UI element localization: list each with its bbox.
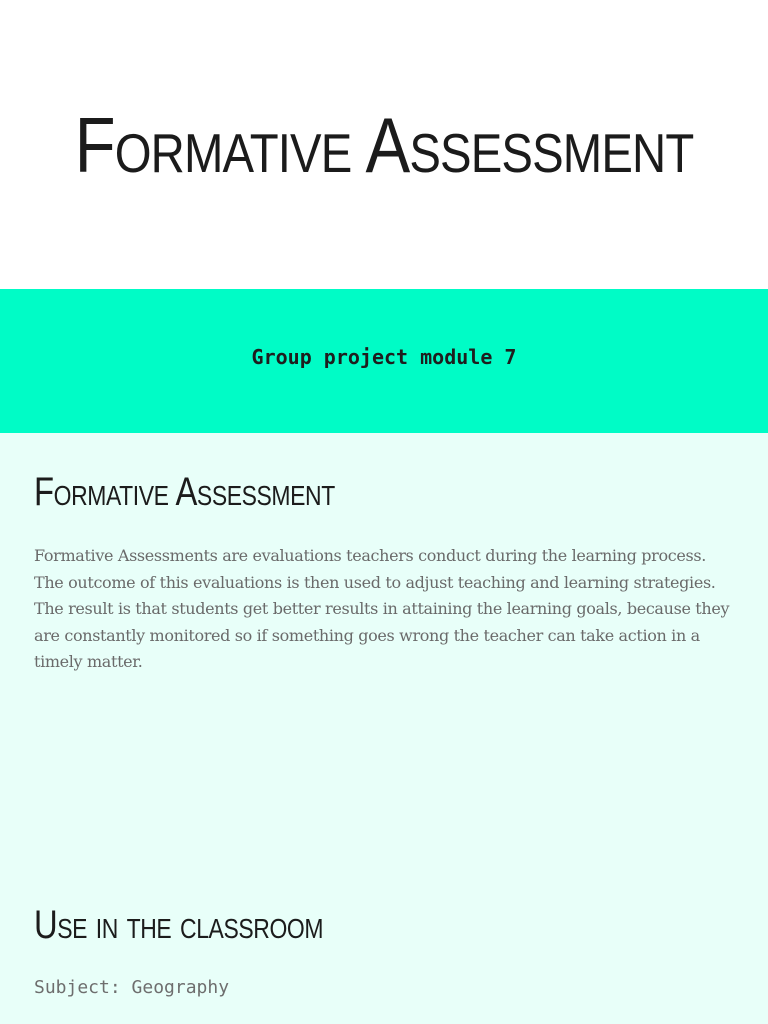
section-heading-formative-assessment: Formative Assessment — [34, 470, 335, 514]
page-title: Formative Assessment — [74, 101, 694, 189]
formative-assessment-description: Formative Assessments are evaluations teachers conduct during the learning process. The outcome of this evaluations is then used to adjust teaching and learning strategies. The result is that students get better results in attaining the learning goals, because they are constantly monitored so if something goes wrong the teacher can take action in a timely matter. — [34, 546, 730, 671]
project-subtitle: Group project module 7 — [251, 345, 517, 369]
section-heading-use-in-classroom: Use in the classroom — [34, 903, 324, 947]
subject-line: Subject: Geography — [34, 977, 230, 998]
